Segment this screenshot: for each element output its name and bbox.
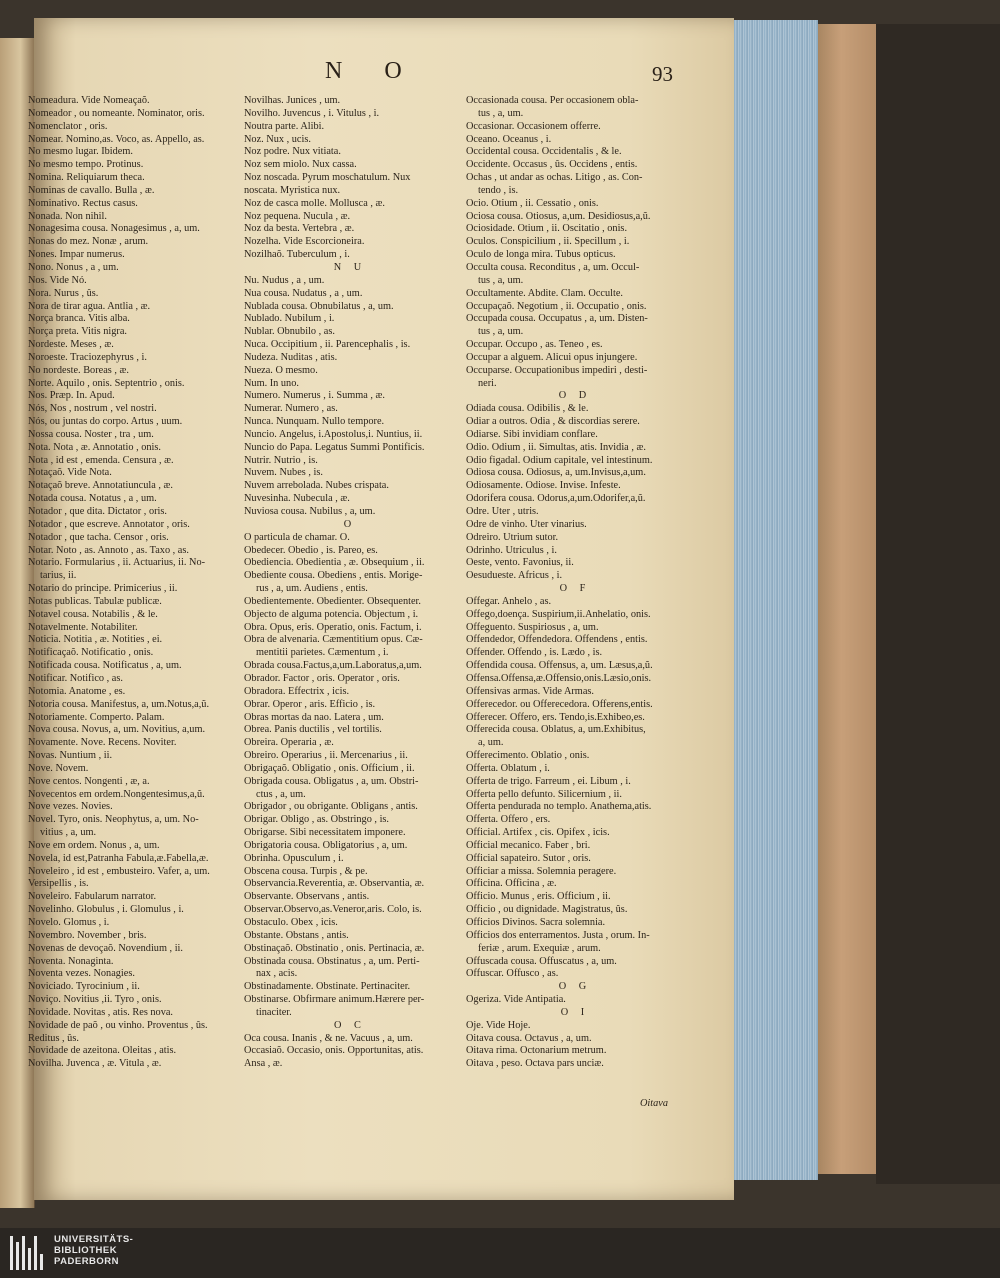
dictionary-entry: Oculos. Conspicilium , ii. Specillum , i. — [466, 236, 630, 248]
dictionary-entry: Noroeste. Traciozephyrus , i. — [28, 351, 147, 363]
dictionary-entry: Obediente cousa. Obediens , entis. Morige- — [244, 570, 423, 582]
entry-continuation: neri. — [478, 377, 497, 389]
dictionary-entry: Ogeriza. Vide Antipatia. — [466, 994, 566, 1006]
dictionary-entry: Offerecida cousa. Oblatus, a, um.Exhibitus, — [466, 724, 646, 736]
column-3 — [466, 95, 684, 1071]
dictionary-entry: Notoriamente. Comperto. Palam. — [28, 711, 165, 723]
dictionary-entry: Oceano. Oceanus , i. — [466, 133, 552, 145]
dictionary-entry: Offerecimento. Oblatio , onis. — [466, 750, 590, 762]
dictionary-entry: Obrinha. Opusculum , i. — [244, 852, 344, 864]
dictionary-entry: Oca cousa. Inanis , & ne. Vacuus , a, um. — [244, 1032, 413, 1044]
dictionary-entry: Oje. Vide Hoje. — [466, 1019, 531, 1031]
dictionary-entry: Occasionada cousa. Per occasionem obla- — [466, 95, 639, 106]
dictionary-entry: Obscena cousa. Turpis , & pe. — [244, 865, 368, 877]
dictionary-entry: Novel. Tyro, onis. Neophytus, a, um. No- — [28, 814, 199, 826]
dictionary-entry: Nove. Novem. — [28, 762, 89, 774]
dictionary-entry: Notador , que escreve. Annotator , oris. — [28, 518, 190, 530]
dictionary-entry: Obra. Opus, eris. Operatio, onis. Factum, i. — [244, 621, 422, 633]
dictionary-entry: Noutra parte. Alibi. — [244, 120, 325, 132]
dictionary-entry: Offerecedor. ou Offerecedora. Offerens,entis. — [466, 698, 653, 710]
entry-continuation: tus , a, um. — [478, 326, 524, 338]
dictionary-entry: Official. Artifex , cis. Opifex , icis. — [466, 827, 610, 839]
dictionary-entry: Noveleiro , id est , embusteiro. Vafer, a, um. — [28, 865, 210, 877]
dictionary-entry: Obradora. Effectrix , icis. — [244, 685, 350, 697]
dictionary-entry: Nublar. Obnubilo , as. — [244, 326, 335, 338]
dictionary-entry: Nós, Nos , nostrum , vel nostri. — [28, 403, 157, 415]
dictionary-entry: Novecentos em ordem.Nongentesimus,a,ũ. — [28, 788, 205, 800]
column-2 — [244, 95, 456, 1071]
entry-continuation: rus , a, um. Audiens , entis. — [256, 583, 368, 595]
dictionary-entry: Notario. Formularius , ii. Actuarius, ii. No- — [28, 557, 206, 569]
dictionary-entry: Notador , que tacha. Censor , oris. — [28, 531, 169, 543]
entry-continuation: tendo , is. — [478, 184, 519, 196]
dictionary-entry: Noviciado. Tyrocinium , ii. — [28, 981, 140, 993]
dictionary-entry: Officio. Munus , eris. Officium , ii. — [466, 891, 611, 903]
dictionary-entry: Officios dos enterramentos. Justa , orum. In- — [466, 929, 650, 941]
catchword: Oitava — [640, 1098, 669, 1109]
dictionary-entry: O particula de chamar. O. — [244, 531, 350, 543]
library-name-line-2: BIBLIOTHEK — [54, 1245, 118, 1256]
entry-continuation: a, um. — [478, 737, 504, 749]
dictionary-entry: Nonagesima cousa. Nonagesimus , a, um. — [28, 223, 200, 235]
dictionary-entry: Notificar. Notifico , as. — [28, 672, 123, 684]
dictionary-entry: Offender. Offendo , is. Lædo , is. — [466, 647, 603, 659]
dictionary-entry: Nomear. Nomino,as. Voco, as. Appello, as. — [28, 133, 205, 145]
dictionary-entry: Nonas do mez. Nonæ , arum. — [28, 236, 149, 248]
dictionary-entry: Ociosidade. Otium , ii. Oscitatio , onis. — [466, 223, 628, 235]
section-heading: O D — [558, 390, 592, 402]
dictionary-entry: Offerta pendurada no templo. Anathema,atis. — [466, 801, 652, 813]
dictionary-entry: Notavelmente. Notabiliter. — [28, 621, 138, 633]
dictionary-entry: Odorifera cousa. Odorus,a,um.Odorifer,a,ũ. — [466, 493, 646, 505]
dictionary-entry: Nora de tirar agua. Antlia , æ. — [28, 300, 151, 312]
dictionary-entry: Occuparse. Occupationibus impediri , desti- — [466, 364, 648, 376]
dictionary-entry: Occultamente. Abdite. Clam. Occulte. — [466, 287, 623, 299]
dictionary-entry: Officios Divinos. Sacra solemnia. — [466, 917, 606, 928]
dictionary-entry: Notomia. Anatome , es. — [28, 685, 126, 697]
dictionary-entry: Numerar. Numero , as. — [244, 403, 338, 415]
running-header: N O — [325, 58, 420, 84]
dictionary-entry: Nora. Nurus , ûs. — [28, 287, 99, 299]
entry-continuation: ctus , a, um. — [256, 788, 306, 800]
dictionary-entry: Objecto de alguma potencia. Objectum , i. — [244, 608, 419, 620]
dictionary-entry: Nomeador , ou nomeante. Nominator, oris. — [28, 107, 205, 119]
dictionary-entry: Odrinho. Utriculus , i. — [466, 544, 557, 556]
dictionary-entry: Nota , id est , emenda. Censura , æ. — [28, 454, 174, 466]
dictionary-entry: Obrigaçaõ. Obligatio , onis. Officium , ii. — [244, 762, 415, 774]
section-heading: O — [343, 518, 357, 530]
dictionary-entry: Noviço. Novitius ,ii. Tyro , onis. — [28, 994, 162, 1006]
dictionary-entry: Norça branca. Vitis alba. — [28, 313, 130, 325]
dictionary-entry: Observar.Observo,as.Veneror,aris. Colo, is. — [244, 904, 422, 916]
dictionary-entry: Numero. Numerus , i. Summa , æ. — [244, 390, 385, 402]
dictionary-entry: Nunca. Nunquam. Nullo tempore. — [244, 416, 385, 428]
dictionary-entry: Offendedor, Offendedora. Offendens , entis. — [466, 634, 648, 646]
library-name-line-3: PADERBORN — [54, 1256, 120, 1267]
dictionary-entry: Novamente. Nove. Recens. Noviter. — [28, 737, 177, 749]
dictionary-entry: Oitava rima. Octonarium metrum. — [466, 1045, 607, 1057]
dictionary-entry: Notaçaõ. Vide Nota. — [28, 467, 112, 479]
dictionary-entry: Nones. Impar numerus. — [28, 249, 125, 261]
dictionary-entry: Occidente. Occasus , ûs. Occidens , entis. — [466, 159, 638, 171]
dictionary-entry: Occulta cousa. Reconditus , a, um. Occul- — [466, 261, 640, 273]
dictionary-entry: Novenas de devoçaõ. Novendium , ii. — [28, 942, 183, 954]
dictionary-entry: Offeguento. Suspiriosus , a, um. — [466, 621, 599, 633]
dictionary-entry: Officiar a missa. Solemnia peragere. — [466, 865, 617, 877]
library-name-line-1: UNIVERSITÄTS- — [54, 1234, 134, 1245]
dictionary-entry: Notar. Noto , as. Annoto , as. Taxo , as. — [28, 544, 189, 556]
dictionary-entry: Obrigatoria cousa. Obligatorius , a, um. — [244, 839, 408, 851]
dictionary-entry: Occupar. Occupo , as. Teneo , es. — [466, 339, 603, 351]
dictionary-entry: Nudeza. Nuditas , atis. — [244, 351, 338, 363]
library-footer — [0, 1228, 1000, 1278]
dictionary-entry: Odiosa cousa. Odiosus, a, um.Invisus,a,um. — [466, 467, 646, 479]
dictionary-entry: Odiosamente. Odiose. Invise. Infeste. — [466, 480, 621, 492]
dictionary-entry: Offerta. Offero , ers. — [466, 814, 551, 826]
book-cover-edge — [818, 24, 876, 1174]
page-edges-blue — [734, 20, 818, 1180]
dictionary-entry: Novidade. Novitas , atis. Res nova. — [28, 1006, 173, 1018]
entry-continuation: tinaciter. — [256, 1006, 292, 1018]
entry-continuation: nax , acis. — [256, 968, 298, 980]
dictionary-entry: Odre de vinho. Uter vinarius. — [466, 518, 587, 530]
dictionary-entry: Novilha. Juvenca , æ. Vitula , æ. — [28, 1058, 162, 1070]
dictionary-entry: Novas. Nuntium , ii. — [28, 750, 113, 762]
dictionary-entry: Novidade de azeitona. Oleitas , atis. — [28, 1045, 177, 1057]
entry-continuation: mentitii parietes. Cæmentum , i. — [256, 647, 389, 659]
dictionary-entry: Nominas de cavallo. Bulla , æ. — [28, 184, 155, 196]
dictionary-entry: Obstinaçaõ. Obstinatio , onis. Pertinacia, æ. — [244, 942, 425, 954]
dictionary-entry: Notificada cousa. Notificatus , a, um. — [28, 660, 182, 672]
dictionary-entry: Nuvem arrebolada. Nubes crispata. — [244, 480, 389, 492]
dictionary-entry: Occupar a alguem. Alicui opus injungere. — [466, 351, 638, 363]
dictionary-entry: Notada cousa. Notatus , a , um. — [28, 493, 157, 505]
dictionary-entry: Odiarse. Sibi invidiam conflare. — [466, 428, 598, 440]
dictionary-entry: Nuvesinha. Nubecula , æ. — [244, 493, 350, 505]
dictionary-entry: Nozelha. Vide Escorcioneira. — [244, 236, 365, 248]
dictionary-entry: Nuncio. Angelus, i.Apostolus,i. Nuntius, ii. — [244, 428, 423, 440]
dictionary-entry: Obrigarse. Sibi necessitatem imponere. — [244, 827, 406, 839]
dictionary-entry: Noz. Nux , ucis. — [244, 133, 311, 145]
dictionary-entry: Officina. Officina , æ. — [466, 878, 557, 890]
dictionary-entry: Norte. Aquilo , onis. Septentrio , onis. — [28, 377, 185, 389]
dictionary-entry: Nutrir. Nutrio , is. — [244, 454, 318, 466]
dictionary-entry: No mesmo tempo. Protinus. — [28, 159, 144, 171]
dictionary-entry: Novelinho. Globulus , i. Glomulus , i. — [28, 904, 184, 916]
dictionary-entry: noscata. Myristica nux. — [244, 184, 341, 196]
dictionary-entry: Reditus , ûs. — [28, 1032, 79, 1044]
dictionary-entry: Notador , que dita. Dictator , oris. — [28, 506, 167, 517]
dictionary-entry: Ociosa cousa. Otiosus, a,um. Desidiosus,a,ũ. — [466, 210, 651, 222]
dictionary-entry: Noz pequena. Nucula , æ. — [244, 210, 351, 222]
dictionary-entry: Nota. Nota , æ. Annotatio , onis. — [28, 441, 161, 453]
dictionary-entry: Occasionar. Occasionem offerre. — [466, 120, 601, 132]
dictionary-entry: Novelo. Glomus , i. — [28, 917, 110, 928]
library-logo-icon — [10, 1236, 46, 1270]
dictionary-entry: Obrigador , ou obrigante. Obligans , antis. — [244, 801, 418, 813]
dictionary-entry: Noventa. Nonaginta. — [28, 955, 114, 967]
dictionary-entry: Novidade de paõ , ou vinho. Proventus , ûs. — [28, 1019, 208, 1031]
dictionary-entry: Odio figadal. Odium capitale, vel intestinum. — [466, 454, 653, 466]
section-heading: O F — [559, 583, 591, 595]
entry-continuation: tarius, ii. — [40, 570, 77, 582]
dictionary-entry: Obrigada cousa. Obligatus , a, um. Obstri- — [244, 775, 419, 787]
dictionary-entry: Nove centos. Nongenti , æ, a. — [28, 775, 150, 787]
dictionary-entry: Obstinarse. Obfirmare animum.Hærere per- — [244, 994, 425, 1006]
dictionary-entry: Occidental cousa. Occidentalis , & le. — [466, 146, 622, 158]
dictionary-entry: Nove vezes. Novies. — [28, 801, 113, 813]
dictionary-entry: Obediencia. Obedientia , æ. Obsequium , ii. — [244, 557, 425, 569]
dictionary-entry: Novela, id est,Patranha Fabula,æ.Fabella,æ. — [28, 852, 209, 864]
dictionary-entry: Obreiro. Operarius , ii. Mercenarius , ii. — [244, 750, 408, 762]
dictionary-entry: Obstaculo. Obex , icis. — [244, 917, 338, 928]
dictionary-entry: Notificaçaõ. Notificatio , onis. — [28, 647, 154, 659]
dictionary-entry: Obrigar. Obligo , as. Obstringo , is. — [244, 814, 390, 826]
dictionary-entry: Noventa vezes. Nonagies. — [28, 968, 135, 980]
dictionary-entry: Occupaçaõ. Negotium , ii. Occupatio , onis. — [466, 300, 647, 312]
dictionary-entry: Obedecer. Obedio , is. Pareo, es. — [244, 544, 378, 556]
dictionary-entry: Ansa , æ. — [244, 1058, 283, 1070]
dictionary-entry: Noz podre. Nux vitiata. — [244, 146, 341, 158]
dictionary-entry: Nos. Vide Nó. — [28, 274, 87, 286]
column-1 — [28, 95, 233, 1071]
dictionary-entry: Nueza. O mesmo. — [244, 364, 318, 376]
dictionary-entry: Obra de alvenaria. Cæmentitium opus. Cæ- — [244, 634, 423, 646]
dictionary-entry: Oitava cousa. Octavus , a, um. — [466, 1032, 592, 1044]
section-heading: O C — [334, 1019, 366, 1031]
dictionary-entry: Oeste, vento. Favonius, ii. — [466, 557, 574, 569]
dictionary-entry: Officio , ou dignidade. Magistratus, ûs. — [466, 904, 628, 916]
dictionary-entry: Nozilhaõ. Tuberculum , i. — [244, 249, 350, 261]
dictionary-entry: Nua cousa. Nudatus , a , um. — [244, 287, 363, 299]
dictionary-entry: Offerecer. Offero, ers. Tendo,is.Exhibeo,es. — [466, 711, 645, 723]
dictionary-entry: Nossa cousa. Noster , tra , um. — [28, 428, 154, 440]
dictionary-entry: Noveleiro. Fabularum narrator. — [28, 891, 157, 903]
entry-continuation: feriæ , arum. Exequiæ , arum. — [478, 942, 601, 954]
dictionary-entry: Num. In uno. — [244, 377, 299, 389]
dictionary-entry: Obstinada cousa. Obstinatus , a, um. Perti- — [244, 955, 420, 967]
dictionary-entry: Offensa.Offensa,æ.Offensio,onis.Læsio,onis. — [466, 672, 652, 684]
dictionary-entry: Noz de casca molle. Mollusca , æ. — [244, 197, 385, 209]
dictionary-entry: Odio. Odium , ii. Simultas, atis. Invidia , æ. — [466, 441, 646, 453]
dictionary-entry: Novembro. November , bris. — [28, 929, 147, 941]
dictionary-entry: Nuviosa cousa. Nubilus , a, um. — [244, 506, 376, 517]
dictionary-entry: Official mecanico. Faber , bri. — [466, 839, 591, 851]
dictionary-entry: Offego,doença. Suspirium,ii.Anhelatio, onis. — [466, 608, 651, 620]
dictionary-entry: Obrada cousa.Factus,a,um.Laboratus,a,um. — [244, 660, 422, 672]
dictionary-entry: Obrea. Panis ductilis , vel tortilis. — [244, 724, 382, 736]
dictionary-entry: Notario do principe. Primicerius , ii. — [28, 583, 178, 595]
dictionary-entry: Noz noscada. Pyrum moschatulum. Nux — [244, 172, 411, 184]
dictionary-entry: Nuca. Occipitium , ii. Parencephalis , is. — [244, 339, 411, 351]
dictionary-entry: Notoria cousa. Manifestus, a, um.Notus,a,ũ. — [28, 698, 210, 710]
dictionary-entry: Obstante. Obstans , antis. — [244, 929, 349, 941]
dictionary-entry: Notas publicas. Tabulæ publicæ. — [28, 595, 162, 607]
dictionary-entry: Offuscar. Offusco , as. — [466, 968, 559, 980]
dictionary-entry: Odre. Uter , utris. — [466, 506, 539, 517]
dictionary-entry: Odiar a outros. Odia , & discordias serere. — [466, 416, 640, 428]
dictionary-entry: Offuscada cousa. Offuscatus , a, um. — [466, 955, 617, 967]
entry-continuation: tus , a, um. — [478, 107, 524, 119]
section-heading: O G — [558, 981, 592, 993]
dictionary-entry: Odiada cousa. Odibilis , & le. — [466, 403, 589, 415]
dictionary-entry: Notaçaõ breve. Annotatiuncula , æ. — [28, 480, 173, 492]
dictionary-entry: Oculo de longa mira. Tubus opticus. — [466, 249, 616, 261]
dictionary-entry: Nordeste. Meses , æ. — [28, 339, 114, 351]
dictionary-entry: Offensivas armas. Vide Armas. — [466, 685, 594, 697]
dictionary-entry: Occasiaõ. Occasio, onis. Opportunitas, atis. — [244, 1045, 424, 1057]
dictionary-entry: Nova cousa. Novus, a, um. Novitius, a,um. — [28, 724, 206, 736]
dictionary-entry: Nuvem. Nubes , is. — [244, 467, 323, 479]
dictionary-entry: Odreiro. Utrium sutor. — [466, 531, 559, 543]
dictionary-entry: Nos. Præp. In. Apud. — [28, 390, 115, 402]
dictionary-entry: Observancia.Reverentia, æ. Observantia, æ. — [244, 878, 425, 890]
section-heading: N U — [333, 261, 367, 273]
dictionary-entry: Nuncio do Papa. Legatus Summi Pontificis. — [244, 441, 425, 453]
dictionary-entry: Official sapateiro. Sutor , oris. — [466, 852, 591, 864]
dictionary-entry: Norça preta. Vitis nigra. — [28, 326, 127, 338]
entry-continuation: tus , a, um. — [478, 274, 524, 286]
dictionary-entry: Nublado. Nubilum , i. — [244, 313, 335, 325]
dictionary-entry: Nomina. Reliquiarum theca. — [28, 172, 145, 184]
dictionary-entry: Obrador. Factor , oris. Operator , oris. — [244, 672, 400, 684]
dictionary-entry: Obedientemente. Obedienter. Obsequenter. — [244, 595, 421, 607]
dictionary-entry: Obras mortas da nao. Latera , um. — [244, 711, 384, 723]
section-heading: O I — [560, 1006, 590, 1018]
dictionary-entry: Nomenclator , oris. — [28, 120, 108, 132]
dictionary-entry: Novilhas. Junices , um. — [244, 95, 341, 106]
dictionary-entry: Oesudueste. Africus , i. — [466, 570, 563, 582]
dictionary-entry: Ochas , ut andar as ochas. Litigo , as. Con- — [466, 172, 643, 184]
dictionary-entry: Noz sem miolo. Nux cassa. — [244, 159, 357, 171]
dictionary-entry: Offegar. Anhelo , as. — [466, 595, 552, 607]
dictionary-entry: Offerta. Oblatum , i. — [466, 762, 550, 774]
dictionary-entry: Nonada. Non nihil. — [28, 210, 107, 222]
page-number: 93 — [652, 62, 673, 86]
dictionary-entry: Noticia. Notitia , æ. Notities , ei. — [28, 634, 163, 646]
dictionary-entry: Nono. Nonus , a , um. — [28, 261, 119, 273]
dictionary-entry: Oitava , peso. Octava pars unciæ. — [466, 1058, 604, 1070]
dictionary-entry: Nomeadura. Vide Nomeaçaõ. — [28, 95, 150, 106]
dictionary-entry: Versipellis , is. — [28, 878, 89, 890]
dictionary-entry: Nu. Nudus , a , um. — [244, 274, 325, 286]
entry-continuation: vitius , a, um. — [40, 827, 97, 839]
dictionary-entry: Notavel cousa. Notabilis , & le. — [28, 608, 158, 620]
dictionary-entry: Noz da besta. Vertebra , æ. — [244, 223, 355, 235]
dictionary-entry: Offerta de trigo. Farreum , ei. Libum , i. — [466, 775, 631, 787]
dictionary-entry: Nós, ou juntas do corpo. Artus , uum. — [28, 416, 183, 428]
dictionary-entry: Nominativo. Rectus casus. — [28, 197, 138, 209]
dictionary-entry: Offerta pello defunto. Silicernium , ii. — [466, 788, 622, 800]
dictionary-entry: Novilho. Juvencus , i. Vitulus , i. — [244, 107, 380, 119]
dictionary-entry: No mesmo lugar. Ibidem. — [28, 146, 133, 158]
dictionary-entry: Observante. Observans , antis. — [244, 891, 370, 903]
dictionary-entry: No nordeste. Boreas , æ. — [28, 364, 129, 376]
dictionary-entry: Obreira. Operaria , æ. — [244, 737, 334, 749]
dictionary-entry: Nove em ordem. Nonus , a, um. — [28, 839, 160, 851]
dictionary-entry: Occupada cousa. Occupatus , a, um. Disten- — [466, 313, 648, 325]
dictionary-entry: Obrar. Operor , aris. Efficio , is. — [244, 698, 376, 710]
dictionary-entry: Nublada cousa. Obnubilatus , a, um. — [244, 300, 394, 312]
background-shadow — [876, 24, 1000, 1184]
dictionary-entry: Obstinadamente. Obstinate. Pertinaciter. — [244, 981, 411, 993]
dictionary-entry: Offendida cousa. Offensus, a, um. Læsus,a,ũ. — [466, 660, 653, 672]
dictionary-entry: Ocio. Otium , ii. Cessatio , onis. — [466, 197, 599, 209]
